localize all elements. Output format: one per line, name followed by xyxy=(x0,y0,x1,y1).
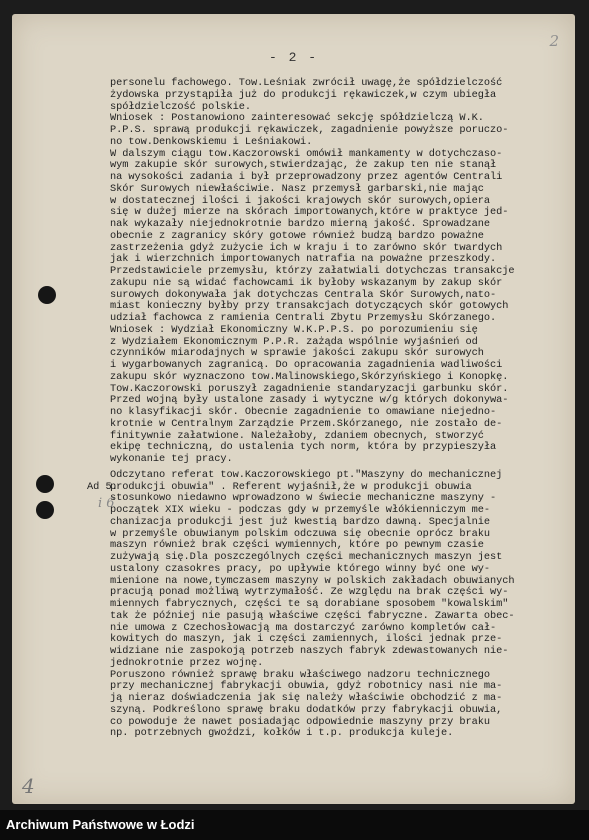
text-line: tak że później nie pasują właściwe części fabryczne. Zawarta obec- xyxy=(110,609,515,622)
section-marker: Ad 5. xyxy=(87,481,118,493)
archive-footer: Archiwum Państwowe w Łodzi xyxy=(0,810,589,840)
text-line: obecnie z zagranicy skóry gotowe również budzą bardzo poważne xyxy=(110,229,484,242)
text-line: surowych dokonywała jak dotychczas Centrala Skór Surowych,nato- xyxy=(110,288,497,301)
text-line: jednokrotnie przez wojnę. xyxy=(110,656,264,669)
text-line: P.P.S. sprawą produkcji rękawiczek, zagadnienie powyższe poruczo- xyxy=(110,124,509,136)
text-line: no klasyfikacji skór. Obecnie zagadnienie to omawiane niejedno- xyxy=(110,406,497,418)
text-line: personelu fachowego. Tow.Leśniak zwrócił uwagę,że spółdzielczość xyxy=(110,77,503,89)
text-line: zakupu nie są widać fachowcami ik byłoby wskazanym by zakup skór xyxy=(110,276,503,289)
text-line: szyną. Podkreślono sprawę braku dodatków przy fabrykacji obuwia, xyxy=(110,703,503,716)
text-line: finitywnie załatwione. Należałoby, zdaniem obecnych, stworzyć xyxy=(110,429,484,442)
text-line: zastrzeżenia gdyż zużycie ich w kraju i to zarówno skór twardych xyxy=(110,241,503,254)
text-line: chanizacja produkcji jest już kwestią bardzo dawną. Specjalnie xyxy=(110,515,491,528)
text-line: produkcji obuwia" . Referent wyjaśnił,że w produkcji obuwia xyxy=(110,480,472,493)
handwritten-margin-note: i 6 xyxy=(98,496,115,511)
text-line: W dalszym ciągu tow.Kaczorowski omówił mankamenty w dotychczaso- xyxy=(110,147,503,160)
text-line: czynników miarodajnych w sprawie jakości zakupu skór surowych xyxy=(110,347,484,360)
text-line: spółdzielczość polskie. xyxy=(110,100,251,113)
text-line: miast konieczny byłby przy transakcjach dotyczących skór gotowych xyxy=(110,300,509,313)
text-line: Przed wojną były ustalone zasady i wytyczne w/g których dokonywa- xyxy=(110,394,509,407)
text-line: Poruszono również sprawę braku właściwego nadzoru technicznego xyxy=(110,668,491,681)
text-line: np. potrzebnych gwoździ, kołków i t.p. produkcja kuleje. xyxy=(110,727,454,740)
text-line: ustalony czasokres pracy, po upływie którego winny być one wy- xyxy=(110,562,491,575)
text-line: jak i wierzchnich importowanych natrafia na poważne przeszkody. xyxy=(110,253,497,266)
text-line: no tow.Denkowskiemu i Leśniakowi. xyxy=(110,135,313,148)
text-line: Skór Surowych niewłaściwie. Nasz przemysł garbarski,nie mając xyxy=(110,182,484,195)
text-line: co powoduje że nawet posiadając odpowiednie maszyny przy braku xyxy=(110,715,491,728)
text-line: wykonanie tej pracy. xyxy=(110,453,233,465)
archive-page-annotation: 2 xyxy=(549,32,559,50)
text-line: Odczytano referat tow.Kaczorowskiego pt."Maszyny do mechanicznej xyxy=(110,468,503,481)
text-line: ekipę techniczną, do ustalenia tych norm, która by przypieszyła xyxy=(110,441,497,454)
punch-hole-bottom xyxy=(36,501,54,519)
punch-hole-middle xyxy=(36,475,54,493)
text-line: początek XIX wieku - podczas gdy w przemyśle włókienniczym me- xyxy=(110,504,491,516)
text-line: zużywają się.Dla poszczególnych części mechanicznych maszyn jest xyxy=(110,551,503,563)
text-line: udział fachowca z ramienia Centrali Zbytu Przemysłu Skórzanego. xyxy=(110,312,497,324)
punch-hole-top xyxy=(38,286,56,304)
text-line: wym zakupie skór surowych,stwierdzając, że zakup ten nie stanął xyxy=(110,159,497,172)
text-line: nak wykazały niejednokrotnie bardzo mierną jakość. Sprowadzane xyxy=(110,218,491,230)
text-line: pracują ponad możliwą wytrzymałość. Ze względu na brak części wy- xyxy=(110,586,509,599)
text-line: Tow.Kaczorowski poruszył zagadnienie standaryzacji garbunku skór. xyxy=(110,382,509,395)
text-line: stosunkowo niedawno wprowadzono w świecie mechaniczne maszyny - xyxy=(110,492,497,505)
text-line: żydowska przystąpiła już do produkcji rękawiczek,w czym ubiegła xyxy=(110,88,497,101)
text-line: nie umowa z Czechosłowacją ma dostarczyć zarówno kompletów cał- xyxy=(110,621,497,634)
text-line: na wysokości zadania i był przeprowadzony przez agentów Centrali xyxy=(110,171,503,183)
text-line: Wniosek : Postanowiono zainteresować sekcję spółdzielczą W.K. xyxy=(110,112,484,125)
text-line: Wniosek : Wydział Ekonomiczny W.K.P.P.S. po porozumieniu się xyxy=(110,323,478,336)
text-line: miennych fabrycznych, części te są dorabiane sposobem "kowalskim" xyxy=(110,598,509,610)
text-line: kowitych do maszyn, jak i części zamiennych, ilości jednak prze- xyxy=(110,633,503,646)
text-line: i wygarbowanych zagranicą. Do opracowania zagadnienia wadliwości xyxy=(110,359,503,371)
text-line: maszyn również brak części wymiennych, które po pewnym czasie xyxy=(110,539,484,552)
text-line: Przedstawiciele przemysłu, którzy załatwiali dotychczas transakcje xyxy=(110,265,515,277)
text-line: w przemyśle obuwianym polskim odczuwa się obecnie oprócz braku xyxy=(110,527,491,540)
text-line: ją nieraz doświadczenia jak się należy właściwie obchodzić z ma- xyxy=(110,692,503,704)
text-line: się w dużej mierze na skórach importowanych,które w praktyce jed- xyxy=(110,206,509,219)
typed-body-text xyxy=(110,78,575,740)
text-line: z Wydziałem Ekonomicznym P.P.R. zażąda wspólnie wyjaśnień od xyxy=(110,335,478,348)
page-number: - 2 - xyxy=(268,50,318,65)
text-line: krotnie w Centralnym Zarządzie Przem.Skórzanego, nie zostało de- xyxy=(110,417,503,430)
text-line: mienione na nowe,tymczasem maszyny w polskich zakładach obuwianych xyxy=(110,574,515,587)
handwritten-folio-number: 4 xyxy=(22,774,35,798)
text-line: w dostatecznej ilości i jakości krajowych skór surowych,opiera xyxy=(110,194,491,207)
text-line: zakupu skór wyznaczono tow.Malinowskiego,Skórzyńskiego i Konopkę. xyxy=(110,370,509,383)
text-line: widziane nie zaspokoją potrzeb naszych fabryk zdewastowanych nie- xyxy=(110,645,509,657)
text-line: przy mechanicznej fabrykacji obuwia, gdyż robotnicy nasi nie ma- xyxy=(110,680,503,693)
